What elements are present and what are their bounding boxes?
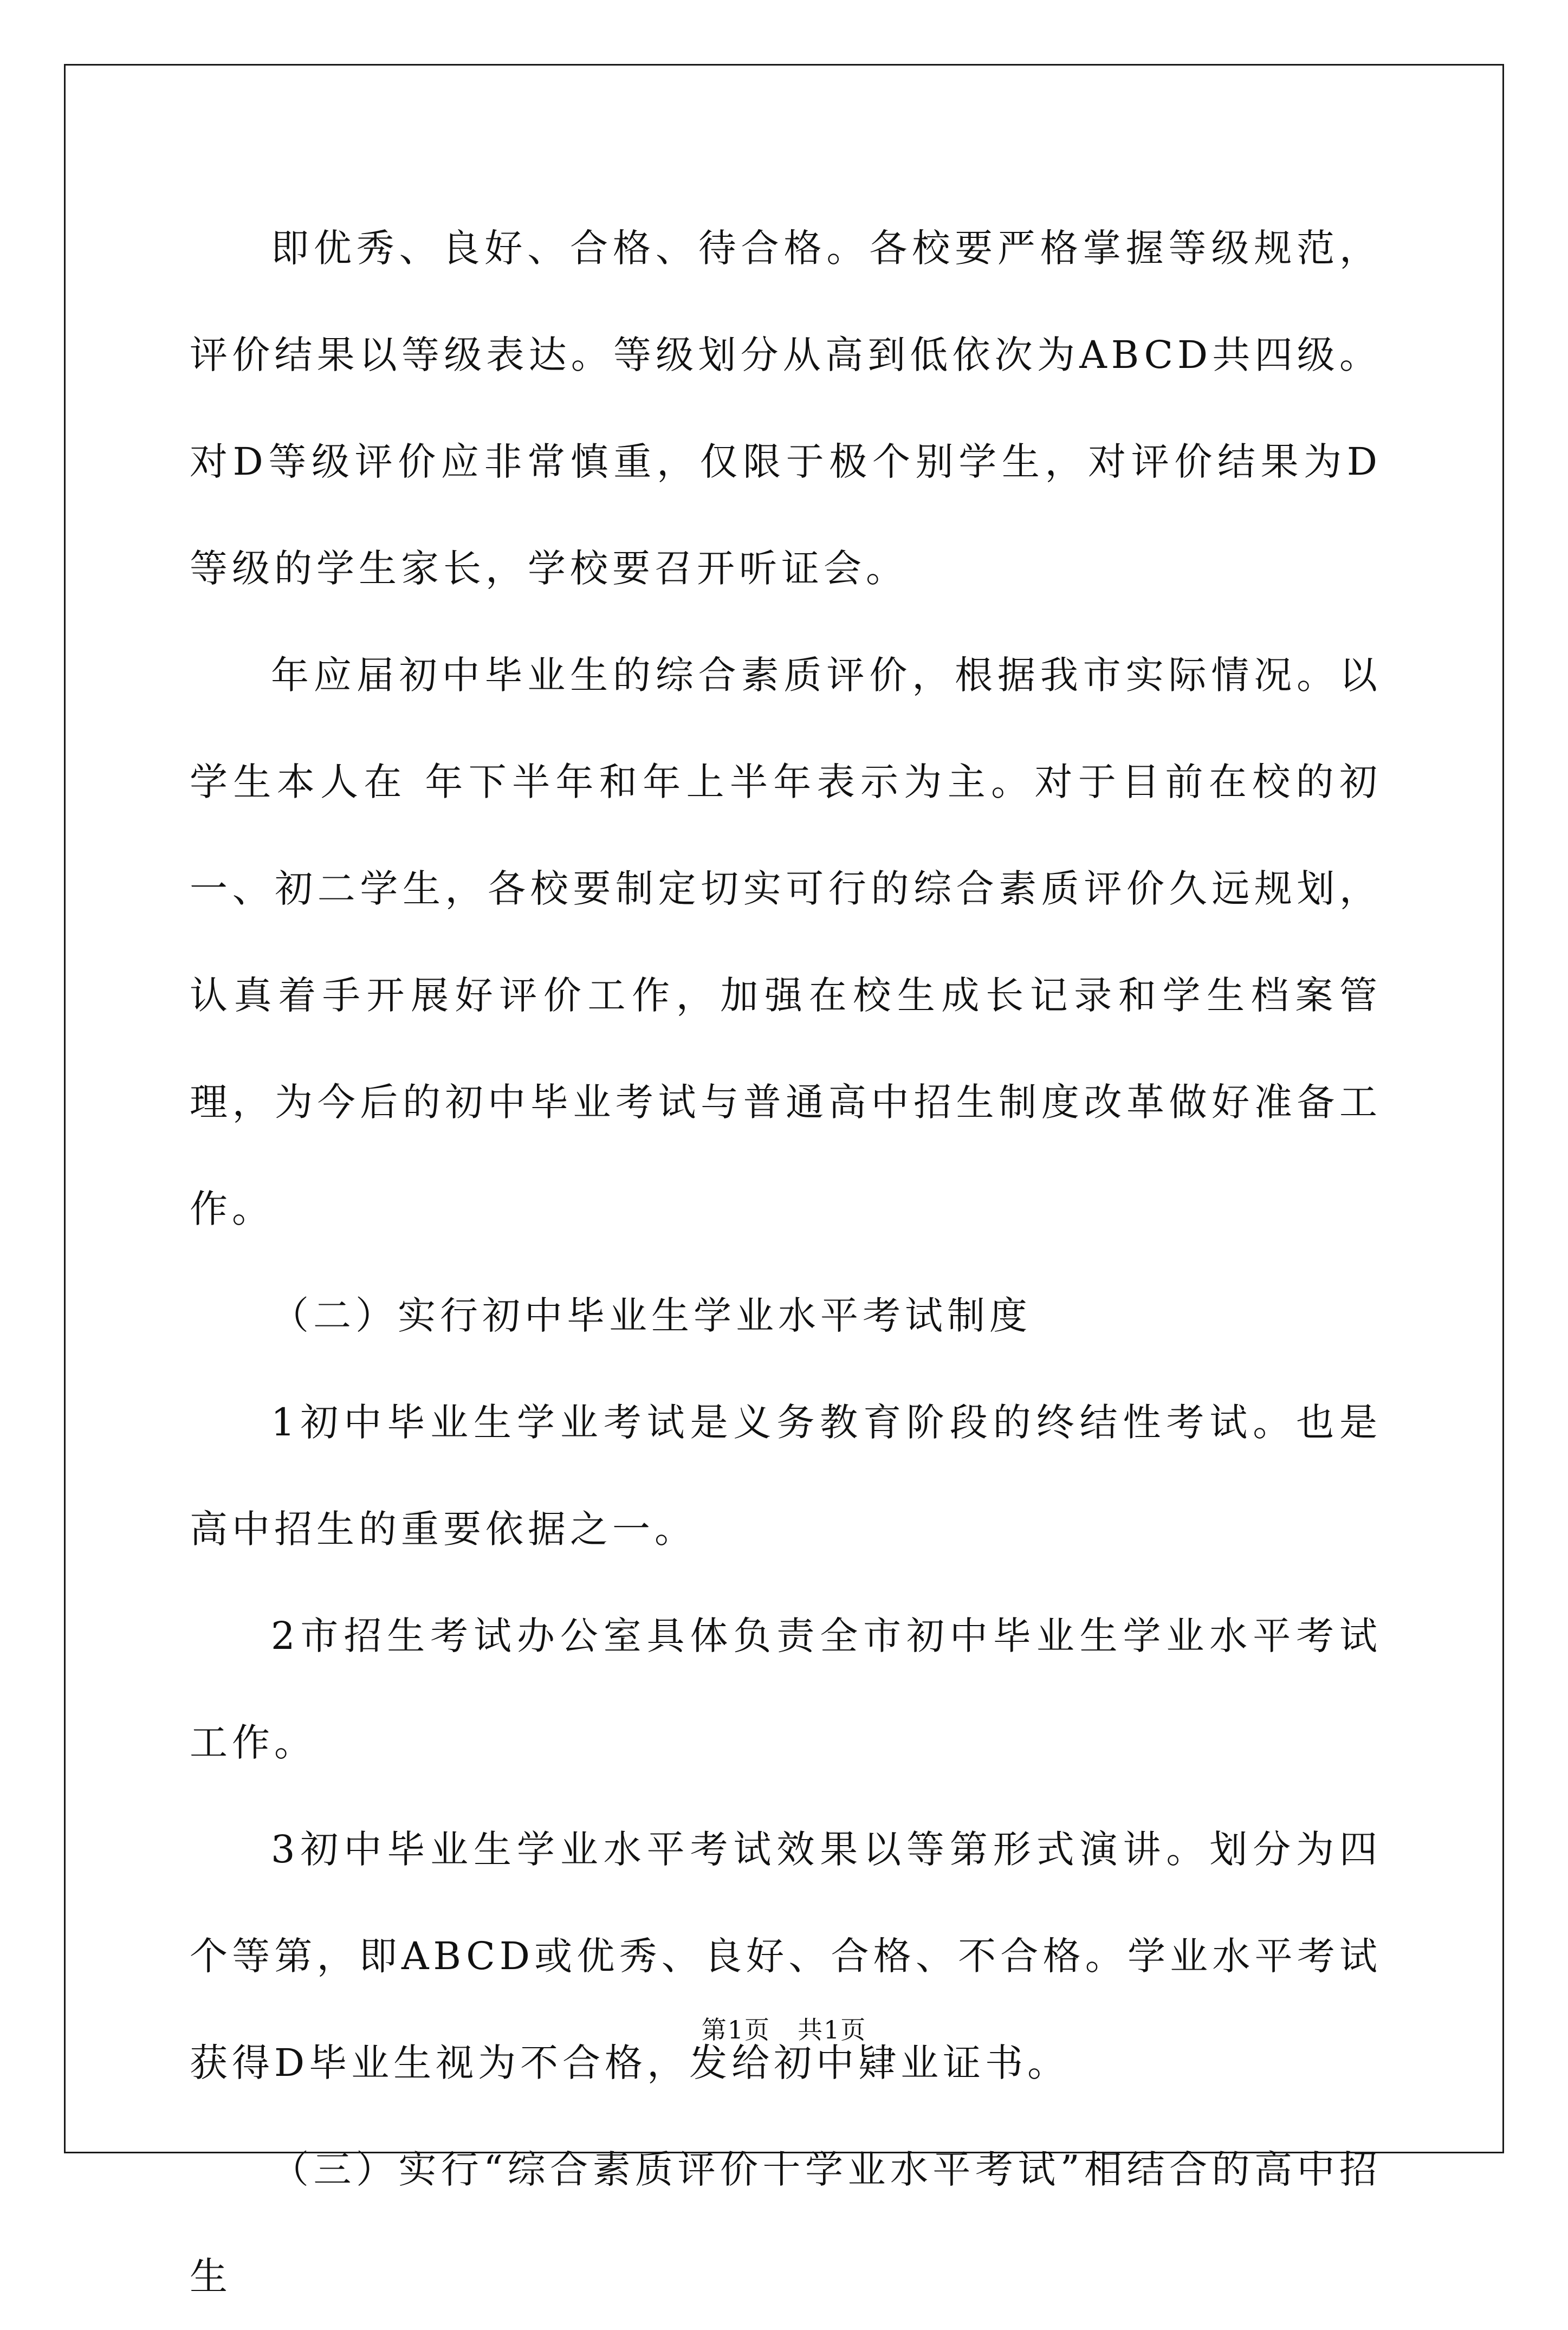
paragraph-2: 年应届初中毕业生的综合素质评价，根据我市实际情况。以学生本人在 年下半年和年上半年表示为主。对于目前在校的初一、初二学生，各校要制定切实可行的综合素质评价久远规划，认真着手开展好评价工作，加强在校生成长记录和学生档案管理，为今后的初中毕业考试与普通高中招生制度改革做好准备工作。 [190,653,1382,1231]
paragraph-item-1: 1初中毕业生学业考试是义务教育阶段的终结性考试。也是高中招生的重要依据之一。 [190,1400,1382,1551]
page-footer [0,2010,1568,2046]
section-heading-3: （三）实行“综合素质评价十学业水平考试”相结合的高中招生 [190,2147,1382,2299]
document-body [190,195,1382,2330]
paragraph-item-2: 2市招生考试办公室具体负责全市初中毕业生学业水平考试工作。 [190,1614,1382,1765]
section-heading-2: （二）实行初中毕业生学业水平考试制度 [271,1293,1032,1338]
page-number: 第1页 [701,2015,771,2044]
paragraph-1: 即优秀、良好、合格、待合格。各校要严格掌握等级规范，评价结果以等级表达。等级划分从高到低依次为ABCD共四级。对D等级评价应非常慎重，仅限于极个别学生，对评价结果为D等级的学生家长，学校要召开听证会。 [190,226,1382,591]
paragraph-item-3: 3初中毕业生学业水平考试效果以等第形式演讲。划分为四个等第，即ABCD或优秀、良好、合格、不合格。学业水平考试获得D毕业生视为不合格，发给初中肄业证书。 [190,1827,1382,2085]
total-pages: 共1页 [797,2015,867,2044]
